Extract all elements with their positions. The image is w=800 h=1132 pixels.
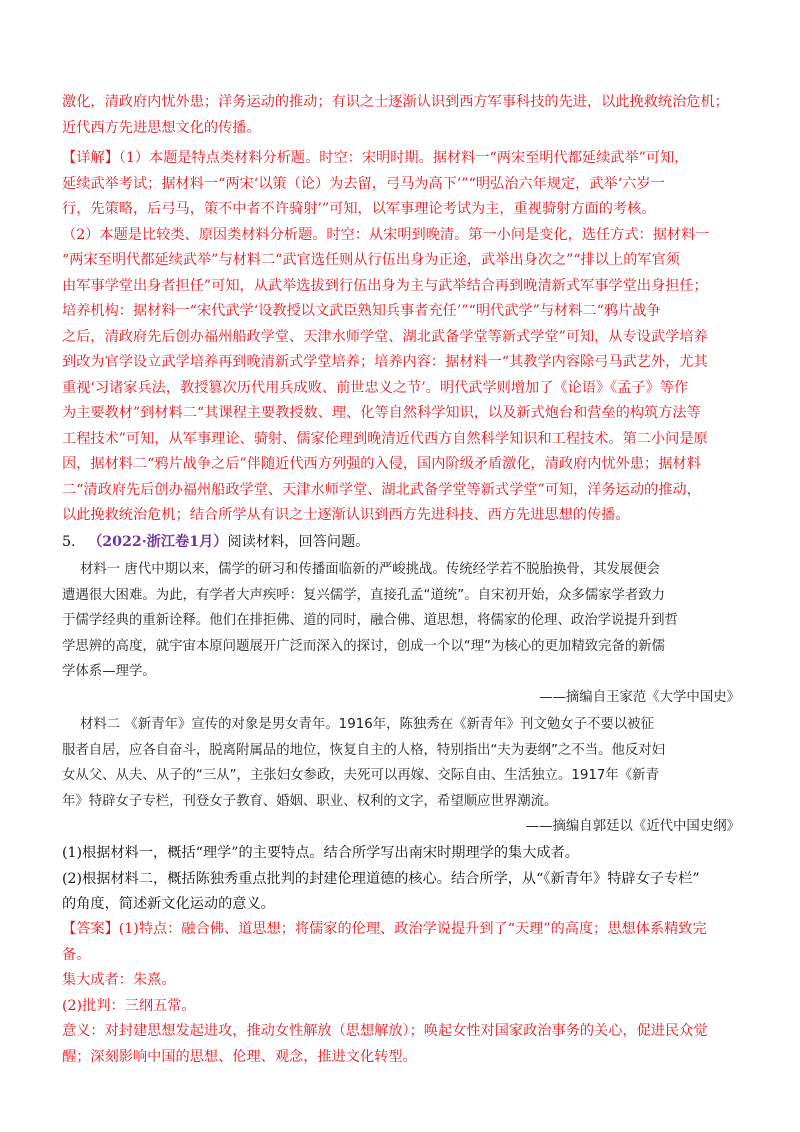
detail-line: 工程技术”可知，从军事理论、骑射、儒家伦理到晚清近代西方自然科学知识和工程技术。第二小问是原 — [62, 430, 708, 447]
question-5-heading — [62, 530, 740, 556]
detail-line: 【详解】（1）本题是特点类材料分析题。时空：宋明时期。据材料一“两宋至明代都延续武举”可知， — [62, 150, 689, 166]
sub-question-1: (1)根据材料一，概括“理学”的主要特点。结合所学写出南宋时期理学的集大成者。 — [62, 845, 579, 861]
detail-line: “两宋至明代都延续武举”与材料二“武官选任则从行伍出身为正途，武举出身次之”“排以上的军官须 — [62, 252, 680, 268]
question-number: 5. — [62, 534, 76, 550]
material-line: 遭遇很大困难。为此，有学者大声疾呼：复兴儒学，直接孔孟“道统”。自宋初开始，众多儒家学者致力 — [62, 587, 666, 603]
material-source: ——摘编自王家范《大学中国史》 — [539, 689, 740, 705]
answer-line: 意义：对封建思想发起进攻，推动女性解放（思想解放）；唤起女性对国家政治事务的关心，促进民众觉 — [62, 1023, 708, 1039]
answer-line: 集大成者：朱熹。 — [62, 972, 176, 988]
material-line: 女从父、从夫、从子的“三从”，主张妇女参政，夫死可以再嫁、交际自由、生活独立。1917年《新青 — [62, 768, 659, 783]
detail-line: 以此挽救统治危机；结合所学从有识之士逐渐认识到西方先进科技、西方先进思想的传播。 — [62, 507, 630, 523]
material-line: 学体系—理学。 — [62, 664, 156, 679]
material-line: 年》特辟女子专栏，刊登女子教育、婚姻、职业、权利的文字，希望顺应世界潮流。 — [62, 793, 558, 809]
sub-questions — [62, 841, 740, 918]
detail-line: 之后，清政府先后创办福州船政学堂、天津水师学堂、湖北武备学堂等新式学堂”可知，从专设武学培养 — [62, 328, 708, 345]
material-line: 材料二 《新青年》宣传的对象是男女青年。1916年，陈独秀在《新青年》刊文勉女子不要以被征 — [80, 717, 654, 732]
answer-line: 备。 — [62, 946, 91, 963]
detail-line: 因，据材料二“鸦片战争之后”伴随近代西方列强的入侵，国内阶级矛盾激化，清政府内忧外患；据材料 — [62, 456, 701, 472]
detail-line: 行，先策略，后弓马，策不中者不许骑射’”可知，以军事理论考试为主，重视骑射方面的考核。 — [62, 201, 656, 217]
material-line: 于儒学经典的重新诠释。他们在排拒佛、道的同时，融合佛、道思想，将儒家的伦理、政治学说提升到哲 — [62, 613, 678, 628]
detail-line: 到改为官学设立武学培养再到晚清新式学堂培养；培养内容：据材料一“其教学内容除弓马武艺外，尤其 — [62, 354, 708, 370]
detail-line: （2）本题是比较类、原因类材料分析题。时空：从宋明到晚清。第一小问是变化，选任方式：据材料一 — [62, 226, 710, 243]
material-two — [62, 712, 740, 840]
prev-answer-line: 近代西方先进思想文化的传播。 — [62, 119, 261, 136]
detail-line: 由军事学堂出身者担任”可知，从武举选拔到行伍出身为主与武举结合再到晚清新式军事学堂出身担任； — [62, 277, 708, 294]
material-line: 学思辨的高度，就宇宙本原问题展开广泛而深入的探讨，创成一个以“理”为核心的更加精致完备的新儒 — [62, 638, 666, 654]
material-line: 服者自居，应各自奋斗，脱离附属品的地位，恢复自主的人格，特别指出“夫为妻纲”之不当。他反对妇 — [62, 742, 666, 758]
material-source: ——摘编自郭廷以《近代中国史纲》 — [525, 819, 740, 834]
detail-explanation — [62, 146, 740, 529]
prev-answer-block — [62, 90, 740, 141]
detail-line: 二“清政府先后创办福州船政学堂、天津水师学堂、湖北武备学堂等新式学堂”可知，洋务运动的推动， — [62, 481, 701, 498]
sub-question-2: (2)根据材料二，概括陈独秀重点批判的封建伦理道德的核心。结合所学，从“《新青年》特辟女子专栏” — [62, 870, 700, 887]
sub-question-2-cont: 的角度，简述新文化运动的意义。 — [62, 896, 275, 912]
question-prompt: 阅读材料，回答问题。 — [227, 534, 370, 550]
answer-line: 【答案】(1)特点：融合佛、道思想；将儒家的伦理、政治学说提升到了“天理”的高度；思想体系精致完 — [62, 921, 707, 937]
material-line: 材料一 唐代中期以来，儒学的研习和传播面临新的严峻挑战。传统经学若不脱胎换骨，其发展便会 — [80, 562, 661, 577]
question-source: （2022·浙江卷1月） — [88, 534, 228, 550]
detail-line: 为主要教材”到材料二“其课程主要教授数、理、化等自然科学知识，以及新式炮台和营垒的构筑方法等 — [62, 405, 701, 421]
detail-line: 培养机构：据材料一“宋代武学‘设教授以文武臣熟知兵事者充任’”“明代武学”与材料二“鸦片战争 — [62, 303, 661, 319]
prev-answer-line: 激化，清政府内忧外患；洋务运动的推动；有识之士逐渐认识到西方军事科技的先进，以此挽救统治危机； — [62, 94, 729, 110]
detail-line: 延续武举考试；据材料一“两宋‘以策（论）为去留，弓马为高下’”“明弘治六年规定，武举‘六岁一 — [62, 175, 665, 192]
detail-line: 重视‘习诸家兵法，教授篡次历代用兵成败、前世忠义之节’。明代武学则增加了《论语》《孟子》等作 — [62, 379, 689, 396]
answer-block — [62, 917, 740, 1070]
answer-line: 醒；深刻影响中国的思想、伦理、观念，推进文化转型。 — [62, 1048, 417, 1065]
material-one — [62, 557, 740, 710]
answer-line: (2)批判：三纲五常。 — [62, 997, 196, 1014]
